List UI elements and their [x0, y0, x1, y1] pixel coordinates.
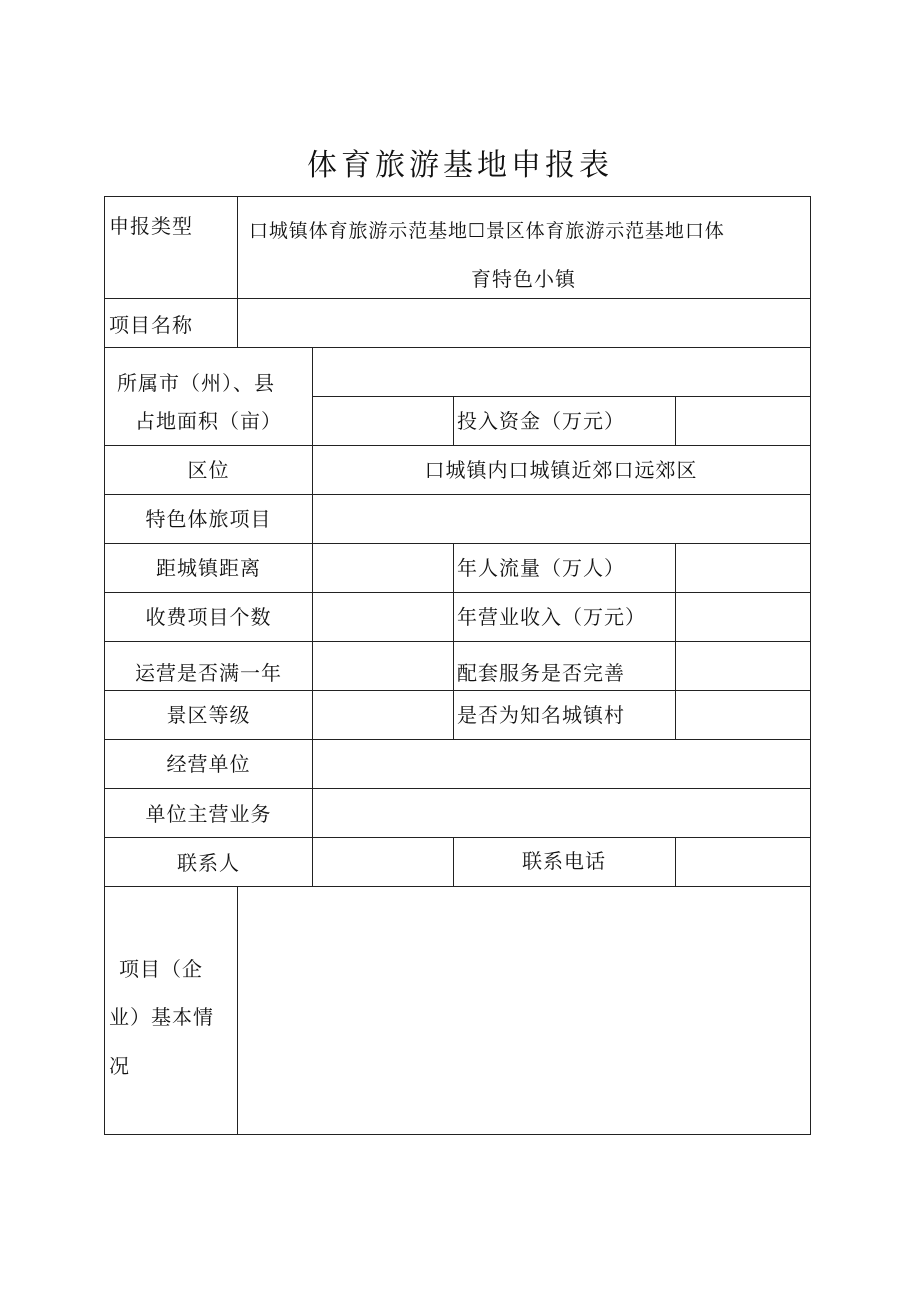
- annual-income-label: 年营业收入（万元）: [457, 605, 646, 629]
- contact-label: 联系人: [177, 851, 240, 875]
- phone-label: 联系电话: [522, 849, 606, 873]
- column-divider: [453, 543, 454, 739]
- annual-flow-label: 年人流量（万人）: [457, 556, 625, 580]
- basic-info-label-line3: 况: [109, 1054, 130, 1078]
- row-divider: [105, 445, 810, 446]
- fee-items-label: 收费项目个数: [145, 605, 272, 629]
- investment-label: 投入资金（万元）: [457, 409, 625, 433]
- column-divider: [453, 396, 454, 445]
- row-divider: [312, 396, 810, 397]
- column-divider: [675, 837, 676, 886]
- row-divider: [105, 837, 810, 838]
- location-options[interactable]: 口城镇内口城镇近郊口远郊区: [424, 458, 698, 482]
- row-divider: [105, 298, 810, 299]
- basic-info-label-line2: 业）基本情: [109, 1005, 214, 1029]
- page-title: 体育旅游基地申报表: [307, 148, 613, 183]
- row-divider: [105, 347, 810, 348]
- basic-info-label-line1: 项目（企: [119, 957, 203, 981]
- distance-label: 距城镇距离: [156, 556, 261, 580]
- main-business-label: 单位主营业务: [145, 802, 272, 826]
- column-divider: [312, 347, 313, 886]
- basic-info-field[interactable]: [245, 893, 805, 1127]
- column-divider: [675, 396, 676, 445]
- application-form-table: [104, 196, 811, 1135]
- belong-label: 所属市（州）、县: [117, 371, 275, 395]
- service-label: 配套服务是否完善: [457, 661, 625, 685]
- project-name-field[interactable]: [245, 303, 805, 343]
- scenic-level-label: 景区等级: [166, 703, 251, 727]
- row-divider: [105, 739, 810, 740]
- declare-type-label: 申报类型: [109, 214, 193, 238]
- operation-year-label: 运营是否满一年: [135, 661, 282, 685]
- area-label: 占地面积（亩）: [135, 409, 282, 433]
- row-divider: [105, 543, 810, 544]
- project-name-label: 项目名称: [109, 313, 193, 337]
- declare-type-options-continued[interactable]: 育特色小镇: [471, 267, 576, 291]
- belong-field[interactable]: [319, 352, 804, 392]
- column-divider: [675, 543, 676, 739]
- location-label: 区位: [187, 458, 230, 482]
- row-divider: [105, 641, 810, 642]
- feature-label: 特色体旅项目: [145, 507, 272, 531]
- operator-label: 经营单位: [166, 752, 251, 776]
- row-divider: [105, 690, 810, 691]
- row-divider: [105, 592, 810, 593]
- row-divider: [105, 886, 810, 887]
- column-divider: [237, 886, 238, 1134]
- famous-town-label: 是否为知名城镇村: [457, 703, 625, 727]
- row-divider: [105, 788, 810, 789]
- row-divider: [105, 494, 810, 495]
- declare-type-options[interactable]: 口城镇体育旅游示范基地☐景区体育旅游示范基地口体: [249, 220, 725, 242]
